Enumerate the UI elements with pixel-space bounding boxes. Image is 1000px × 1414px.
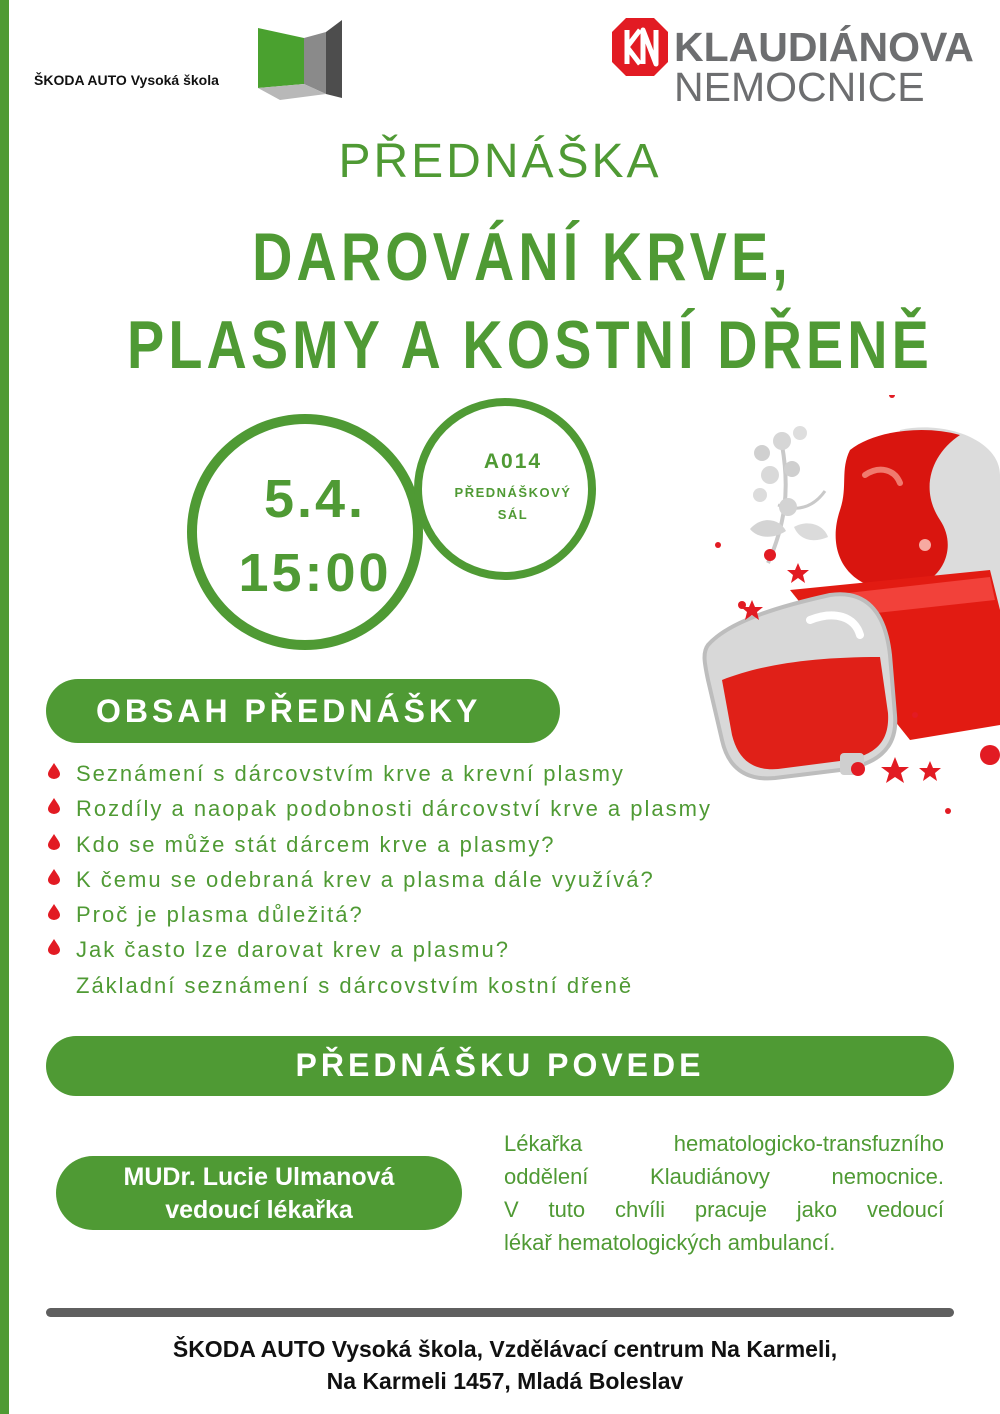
speaker-bio <box>504 1127 944 1259</box>
blood-bag-icon <box>705 570 1000 778</box>
blood-drop-bullet-icon <box>48 939 60 955</box>
blood-donation-illustration <box>690 395 1000 825</box>
room-line2: SÁL <box>497 507 529 522</box>
speaker-heading: PŘEDNÁŠKU POVEDE <box>295 1047 705 1083</box>
speaker-role: vedoucí lékařka <box>165 1196 353 1224</box>
blood-drop-bullet-icon <box>48 763 60 779</box>
topic-text: Rozdíly a naopak podobnosti dárcovství krve a plasmy <box>76 796 712 822</box>
list-item <box>44 756 712 791</box>
speaker-heading-pill <box>46 1036 954 1096</box>
room-number: A014 <box>483 450 543 473</box>
blood-drop-bullet-icon <box>48 798 60 814</box>
kn-logo-line2: NEMOCNICE <box>674 64 925 110</box>
blood-drop-bullet-icon <box>48 904 60 920</box>
speaker-name-pill <box>56 1156 462 1230</box>
bio-line: lékař hematologických ambulancí. <box>504 1230 836 1255</box>
event-time: 15:00 <box>238 543 392 603</box>
list-item <box>44 862 712 897</box>
content-heading: OBSAH PŘEDNÁŠKY <box>96 693 482 729</box>
topic-text: Základní seznámení s dárcovstvím kostní dřeně <box>76 972 634 998</box>
skoda-auto-logo <box>30 18 360 108</box>
footer-address-line2: Na Karmeli 1457, Mladá Boleslav <box>326 1368 684 1394</box>
content-heading-pill <box>46 679 560 743</box>
kn-logo-mark-icon <box>612 16 668 78</box>
bio-line: oddělení Klaudiánovy nemocnice. <box>504 1164 944 1189</box>
topic-text: Jak často lze darovat krev a plasmu? <box>76 937 510 963</box>
list-item <box>44 932 712 967</box>
footer-divider <box>46 1308 954 1317</box>
title-line1: DAROVÁNÍ KRVE, <box>252 219 792 295</box>
topic-text: Seznámení s dárcovstvím krve a krevní plasmy <box>76 761 625 786</box>
event-kicker: PŘEDNÁŠKA <box>338 135 662 188</box>
footer-address-line1: ŠKODA AUTO Vysoká škola, Vzdělávací centrum Na Karmeli, <box>172 1336 838 1362</box>
datetime-circle <box>187 414 423 650</box>
skoda-logo-mark-icon <box>256 18 346 104</box>
kn-logo-line1: KLAUDIÁNOVA <box>674 24 974 70</box>
topic-text: Kdo se může stát dárcem krve a plasmy? <box>76 831 556 857</box>
list-item <box>44 827 712 862</box>
speaker-name: MUDr. Lucie Ulmanová <box>123 1163 395 1191</box>
list-item <box>44 791 712 826</box>
leaf-branch-icon <box>750 426 828 563</box>
blood-drop-bullet-icon <box>48 834 60 850</box>
left-accent-bar <box>0 0 9 1414</box>
room-description <box>422 482 604 526</box>
skoda-logo-text: ŠKODA AUTO Vysoká škola <box>34 72 219 88</box>
topic-text: Proč je plasma důležitá? <box>76 902 364 928</box>
bio-line: V tuto chvíli pracuje jako vedoucí <box>504 1197 944 1222</box>
topics-list <box>44 756 712 1003</box>
title-line2: PLASMY A KOSTNÍ DŘENĚ <box>127 307 933 383</box>
list-item <box>44 968 712 1003</box>
list-item <box>44 897 712 932</box>
blood-drop-bullet-icon <box>48 869 60 885</box>
event-date: 5.4. <box>263 469 367 529</box>
topic-text: K čemu se odebraná krev a plasma dále využívá? <box>76 866 655 892</box>
room-line1: PŘEDNÁŠKOVÝ <box>454 485 572 500</box>
klaudianova-nemocnice-logo <box>612 16 992 112</box>
room-circle <box>414 398 596 580</box>
bio-line: Lékařka hematologicko-transfuzního <box>504 1131 944 1156</box>
